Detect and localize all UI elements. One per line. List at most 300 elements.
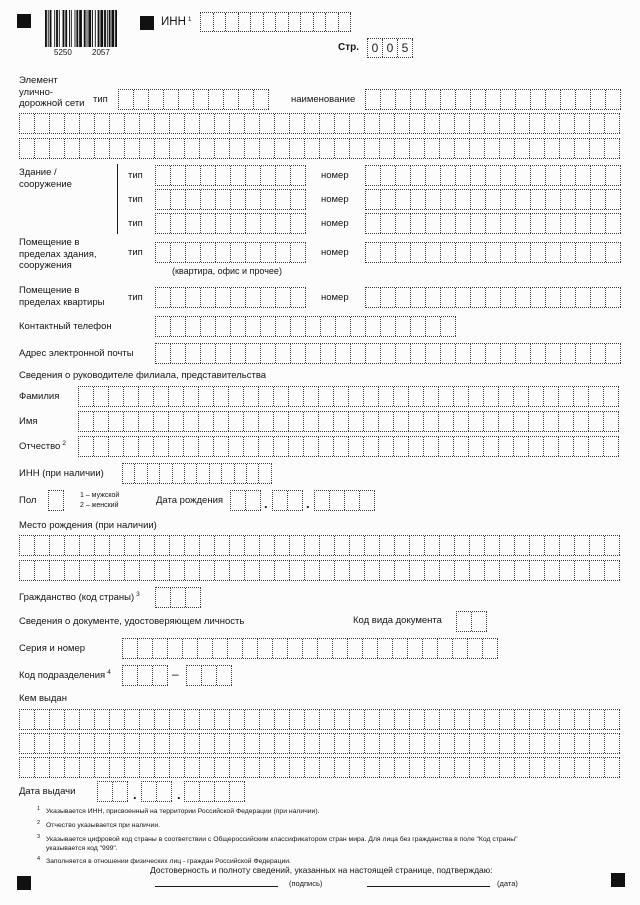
char-cell[interactable]: [201, 317, 216, 336]
char-cell[interactable]: [201, 214, 216, 233]
char-cell[interactable]: [424, 387, 439, 406]
char-cell[interactable]: [379, 387, 394, 406]
char-cell[interactable]: [185, 464, 197, 483]
char-cell[interactable]: [276, 317, 291, 336]
char-cell[interactable]: [231, 214, 246, 233]
char-cell[interactable]: [455, 536, 470, 555]
char-cell[interactable]: [50, 734, 65, 753]
char-cell[interactable]: [604, 387, 619, 406]
char-cell[interactable]: [349, 387, 364, 406]
char-cell[interactable]: [515, 114, 530, 133]
char-cell[interactable]: [440, 710, 455, 729]
char-cell[interactable]: [486, 243, 501, 262]
char-cell[interactable]: [213, 639, 228, 658]
char-cell[interactable]: [304, 437, 319, 456]
char-cell[interactable]: [260, 536, 275, 555]
char-cell[interactable]: [560, 734, 575, 753]
char-cell[interactable]: [186, 317, 201, 336]
char-cell[interactable]: [409, 412, 424, 431]
char-cell[interactable]: [201, 344, 216, 363]
char-cell[interactable]: [559, 412, 574, 431]
char-cell[interactable]: [274, 412, 289, 431]
char-cell[interactable]: [410, 114, 425, 133]
char-cell[interactable]: [245, 758, 260, 777]
char-cell[interactable]: [515, 734, 530, 753]
char-cell[interactable]: [305, 758, 320, 777]
char-cell[interactable]: [544, 412, 559, 431]
char-cell[interactable]: [486, 166, 501, 185]
char-cell[interactable]: [260, 710, 275, 729]
premises-building-type-field[interactable]: [155, 242, 306, 263]
char-cell[interactable]: [365, 758, 380, 777]
char-cell[interactable]: [276, 344, 291, 363]
char-cell[interactable]: [516, 166, 531, 185]
char-cell[interactable]: [514, 412, 529, 431]
char-cell[interactable]: [156, 166, 171, 185]
char-cell[interactable]: [336, 317, 351, 336]
char-cell[interactable]: [379, 412, 394, 431]
char-cell[interactable]: [186, 344, 201, 363]
char-cell[interactable]: [441, 243, 456, 262]
char-cell[interactable]: [591, 166, 606, 185]
char-cell[interactable]: [214, 13, 227, 31]
char-cell[interactable]: [426, 288, 441, 307]
char-cell[interactable]: [394, 412, 409, 431]
char-cell[interactable]: [441, 288, 456, 307]
char-cell[interactable]: [576, 190, 591, 209]
char-cell[interactable]: [320, 139, 335, 158]
char-cell[interactable]: [381, 317, 396, 336]
birth-date-year-field[interactable]: [314, 490, 375, 511]
char-cell[interactable]: [530, 114, 545, 133]
char-cell[interactable]: [291, 190, 306, 209]
char-cell[interactable]: [484, 437, 499, 456]
char-cell[interactable]: [515, 561, 530, 580]
char-cell[interactable]: [50, 758, 65, 777]
char-cell[interactable]: [351, 344, 366, 363]
char-cell[interactable]: [80, 536, 95, 555]
char-cell[interactable]: [320, 734, 335, 753]
char-cell[interactable]: [560, 114, 575, 133]
char-cell[interactable]: [606, 190, 621, 209]
char-cell[interactable]: [50, 139, 65, 158]
char-cell[interactable]: [335, 139, 350, 158]
char-cell[interactable]: [546, 190, 561, 209]
char-cell[interactable]: [171, 317, 186, 336]
char-cell[interactable]: [514, 387, 529, 406]
char-cell[interactable]: [185, 710, 200, 729]
char-cell[interactable]: [245, 536, 260, 555]
char-cell[interactable]: [124, 412, 139, 431]
char-cell[interactable]: [516, 90, 531, 109]
char-cell[interactable]: [245, 139, 260, 158]
char-cell[interactable]: [530, 561, 545, 580]
email-field[interactable]: [155, 343, 621, 364]
char-cell[interactable]: [123, 464, 135, 483]
char-cell[interactable]: [393, 639, 408, 658]
division-code-part1-field[interactable]: [122, 665, 168, 686]
char-cell[interactable]: [501, 166, 516, 185]
char-cell[interactable]: [65, 139, 80, 158]
char-cell[interactable]: [155, 734, 170, 753]
char-cell[interactable]: [378, 639, 393, 658]
char-cell[interactable]: [304, 387, 319, 406]
char-cell[interactable]: [530, 734, 545, 753]
char-cell[interactable]: [394, 387, 409, 406]
char-cell[interactable]: [560, 139, 575, 158]
char-cell[interactable]: [515, 758, 530, 777]
char-cell[interactable]: [65, 114, 80, 133]
char-cell[interactable]: [426, 90, 441, 109]
char-cell[interactable]: [209, 90, 224, 109]
char-cell[interactable]: [485, 536, 500, 555]
char-cell[interactable]: [501, 288, 516, 307]
char-cell[interactable]: [35, 758, 50, 777]
head-surname-field[interactable]: [78, 386, 619, 407]
char-cell[interactable]: [546, 90, 561, 109]
char-cell[interactable]: [289, 13, 302, 31]
char-cell[interactable]: [500, 114, 515, 133]
char-cell[interactable]: [380, 561, 395, 580]
char-cell[interactable]: [244, 437, 259, 456]
char-cell[interactable]: [591, 190, 606, 209]
char-cell[interactable]: [395, 561, 410, 580]
char-cell[interactable]: [483, 639, 498, 658]
char-cell[interactable]: [215, 734, 230, 753]
char-cell[interactable]: [216, 190, 231, 209]
char-cell[interactable]: [471, 344, 486, 363]
char-cell[interactable]: [531, 214, 546, 233]
char-cell[interactable]: [334, 387, 349, 406]
char-cell[interactable]: [110, 114, 125, 133]
char-cell[interactable]: [350, 114, 365, 133]
char-cell[interactable]: [258, 639, 273, 658]
char-cell[interactable]: [95, 734, 110, 753]
char-cell[interactable]: [305, 710, 320, 729]
char-cell[interactable]: [381, 190, 396, 209]
char-cell[interactable]: [109, 437, 124, 456]
char-cell[interactable]: [456, 344, 471, 363]
char-cell[interactable]: [140, 734, 155, 753]
char-cell[interactable]: [351, 317, 366, 336]
char-cell[interactable]: [156, 190, 171, 209]
char-cell[interactable]: [239, 13, 252, 31]
char-cell[interactable]: [156, 288, 171, 307]
char-cell[interactable]: [530, 536, 545, 555]
char-cell[interactable]: [260, 734, 275, 753]
char-cell[interactable]: [516, 190, 531, 209]
char-cell[interactable]: [366, 214, 381, 233]
char-cell[interactable]: [441, 344, 456, 363]
char-cell[interactable]: [395, 114, 410, 133]
char-cell[interactable]: [303, 639, 318, 658]
char-cell[interactable]: [606, 243, 621, 262]
char-cell[interactable]: [226, 13, 239, 31]
char-cell[interactable]: [245, 114, 260, 133]
char-cell[interactable]: [366, 243, 381, 262]
char-cell[interactable]: [80, 734, 95, 753]
char-cell[interactable]: [530, 758, 545, 777]
char-cell[interactable]: [591, 243, 606, 262]
char-cell[interactable]: [314, 13, 327, 31]
char-cell[interactable]: [215, 561, 230, 580]
char-cell[interactable]: [35, 710, 50, 729]
char-cell[interactable]: [350, 758, 365, 777]
char-cell[interactable]: [199, 412, 214, 431]
char-cell[interactable]: [560, 536, 575, 555]
char-cell[interactable]: [79, 387, 94, 406]
char-cell[interactable]: [274, 387, 289, 406]
char-cell[interactable]: [409, 387, 424, 406]
char-cell[interactable]: [348, 639, 363, 658]
char-cell[interactable]: [396, 243, 411, 262]
char-cell[interactable]: [259, 412, 274, 431]
building-number-field-1[interactable]: [365, 165, 621, 186]
char-cell[interactable]: [455, 561, 470, 580]
char-cell[interactable]: [153, 639, 168, 658]
char-cell[interactable]: [20, 139, 35, 158]
char-cell[interactable]: [500, 561, 515, 580]
char-cell[interactable]: [575, 114, 590, 133]
char-cell[interactable]: [110, 561, 125, 580]
char-cell[interactable]: [408, 639, 423, 658]
char-cell[interactable]: [319, 387, 334, 406]
char-cell[interactable]: [171, 190, 186, 209]
char-cell[interactable]: [320, 114, 335, 133]
char-cell[interactable]: [529, 412, 544, 431]
char-cell[interactable]: [246, 190, 261, 209]
char-cell[interactable]: [381, 214, 396, 233]
char-cell[interactable]: [574, 412, 589, 431]
char-cell[interactable]: [306, 317, 321, 336]
char-cell[interactable]: [605, 710, 620, 729]
char-cell[interactable]: [156, 344, 171, 363]
char-cell[interactable]: [365, 734, 380, 753]
premises-apartment-number-field[interactable]: [365, 287, 621, 308]
char-cell[interactable]: [157, 782, 172, 801]
char-cell[interactable]: [198, 639, 213, 658]
char-cell[interactable]: [605, 561, 620, 580]
char-cell[interactable]: [440, 734, 455, 753]
char-cell[interactable]: [79, 437, 94, 456]
char-cell[interactable]: [605, 758, 620, 777]
char-cell[interactable]: [426, 243, 441, 262]
char-cell[interactable]: [95, 114, 110, 133]
char-cell[interactable]: [153, 666, 168, 685]
char-cell[interactable]: [95, 561, 110, 580]
char-cell[interactable]: [261, 344, 276, 363]
char-cell[interactable]: [396, 166, 411, 185]
char-cell[interactable]: [170, 114, 185, 133]
char-cell[interactable]: [80, 114, 95, 133]
char-cell[interactable]: [516, 344, 531, 363]
char-cell[interactable]: [138, 666, 153, 685]
char-cell[interactable]: [139, 437, 154, 456]
char-cell[interactable]: [229, 412, 244, 431]
doc-type-code-field[interactable]: [456, 611, 487, 632]
char-cell[interactable]: [156, 243, 171, 262]
char-cell[interactable]: [456, 214, 471, 233]
issue-date-day-field[interactable]: [97, 781, 128, 802]
char-cell[interactable]: [531, 344, 546, 363]
char-cell[interactable]: [214, 387, 229, 406]
char-cell[interactable]: [171, 288, 186, 307]
series-number-field[interactable]: [122, 638, 498, 659]
char-cell[interactable]: [456, 90, 471, 109]
char-cell[interactable]: [484, 412, 499, 431]
char-cell[interactable]: [575, 139, 590, 158]
char-cell[interactable]: [441, 190, 456, 209]
char-cell[interactable]: [485, 139, 500, 158]
char-cell[interactable]: [171, 166, 186, 185]
char-cell[interactable]: [139, 387, 154, 406]
char-cell[interactable]: [501, 243, 516, 262]
char-cell[interactable]: [501, 90, 516, 109]
char-cell[interactable]: [545, 561, 560, 580]
char-cell[interactable]: [424, 412, 439, 431]
char-cell[interactable]: [134, 90, 149, 109]
char-cell[interactable]: [411, 90, 426, 109]
char-cell[interactable]: [259, 437, 274, 456]
char-cell[interactable]: [259, 387, 274, 406]
char-cell[interactable]: [426, 317, 441, 336]
char-cell[interactable]: [50, 561, 65, 580]
char-cell[interactable]: [170, 139, 185, 158]
char-cell[interactable]: [199, 437, 214, 456]
char-cell[interactable]: [438, 639, 453, 658]
char-cell[interactable]: [98, 782, 113, 801]
char-cell[interactable]: [514, 437, 529, 456]
char-cell[interactable]: [155, 561, 170, 580]
char-cell[interactable]: [290, 139, 305, 158]
char-cell[interactable]: [119, 90, 134, 109]
char-cell[interactable]: [364, 387, 379, 406]
char-cell[interactable]: [155, 114, 170, 133]
char-cell[interactable]: [319, 412, 334, 431]
char-cell[interactable]: [440, 758, 455, 777]
char-cell[interactable]: [320, 561, 335, 580]
char-cell[interactable]: [396, 190, 411, 209]
char-cell[interactable]: [410, 536, 425, 555]
char-cell[interactable]: [590, 561, 605, 580]
char-cell[interactable]: [275, 561, 290, 580]
char-cell[interactable]: [440, 536, 455, 555]
char-cell[interactable]: [425, 710, 440, 729]
char-cell[interactable]: [440, 114, 455, 133]
char-cell[interactable]: [246, 317, 261, 336]
char-cell[interactable]: [560, 561, 575, 580]
header-inn-field[interactable]: [200, 12, 351, 32]
char-cell[interactable]: [545, 758, 560, 777]
char-cell[interactable]: [216, 288, 231, 307]
char-cell[interactable]: [186, 214, 201, 233]
char-cell[interactable]: [156, 214, 171, 233]
char-cell[interactable]: [499, 387, 514, 406]
char-cell[interactable]: [261, 190, 276, 209]
char-cell[interactable]: [95, 758, 110, 777]
premises-apartment-type-field[interactable]: [155, 287, 306, 308]
char-cell[interactable]: [276, 190, 291, 209]
char-cell[interactable]: [320, 758, 335, 777]
char-cell[interactable]: [276, 13, 289, 31]
char-cell[interactable]: [575, 536, 590, 555]
char-cell[interactable]: [274, 437, 289, 456]
char-cell[interactable]: [454, 412, 469, 431]
char-cell[interactable]: [363, 639, 378, 658]
char-cell[interactable]: [335, 114, 350, 133]
char-cell[interactable]: [395, 734, 410, 753]
char-cell[interactable]: [440, 139, 455, 158]
char-cell[interactable]: [140, 758, 155, 777]
char-cell[interactable]: [289, 412, 304, 431]
issue-date-month-field[interactable]: [141, 781, 172, 802]
char-cell[interactable]: [217, 666, 232, 685]
char-cell[interactable]: [335, 710, 350, 729]
issued-by-row-1[interactable]: [19, 709, 620, 730]
char-cell[interactable]: [576, 243, 591, 262]
char-cell[interactable]: [94, 437, 109, 456]
char-cell[interactable]: [335, 536, 350, 555]
char-cell[interactable]: [184, 387, 199, 406]
char-cell[interactable]: [65, 734, 80, 753]
char-cell[interactable]: [561, 243, 576, 262]
char-cell[interactable]: [275, 139, 290, 158]
char-cell[interactable]: [231, 344, 246, 363]
char-cell[interactable]: [273, 639, 288, 658]
char-cell[interactable]: [456, 288, 471, 307]
char-cell[interactable]: [186, 243, 201, 262]
char-cell[interactable]: [499, 437, 514, 456]
char-cell[interactable]: [501, 190, 516, 209]
char-cell[interactable]: [276, 214, 291, 233]
char-cell[interactable]: [230, 734, 245, 753]
char-cell[interactable]: [231, 317, 246, 336]
char-cell[interactable]: [486, 288, 501, 307]
char-cell[interactable]: [201, 190, 216, 209]
contact-phone-field[interactable]: [155, 316, 456, 337]
char-cell[interactable]: [194, 90, 209, 109]
char-cell[interactable]: [561, 288, 576, 307]
char-cell[interactable]: [230, 114, 245, 133]
char-cell[interactable]: [345, 491, 360, 510]
char-cell[interactable]: [410, 139, 425, 158]
char-cell[interactable]: [516, 214, 531, 233]
birth-date-month-field[interactable]: [272, 490, 303, 511]
char-cell[interactable]: [235, 464, 247, 483]
char-cell[interactable]: [360, 491, 375, 510]
char-cell[interactable]: [486, 214, 501, 233]
char-cell[interactable]: [243, 639, 258, 658]
char-cell[interactable]: [228, 639, 243, 658]
char-cell[interactable]: [199, 387, 214, 406]
char-cell[interactable]: [155, 139, 170, 158]
char-cell[interactable]: [140, 710, 155, 729]
char-cell[interactable]: [139, 412, 154, 431]
char-cell[interactable]: [216, 344, 231, 363]
char-cell[interactable]: [214, 412, 229, 431]
char-cell[interactable]: [366, 166, 381, 185]
char-cell[interactable]: [439, 412, 454, 431]
char-cell[interactable]: [411, 344, 426, 363]
char-cell[interactable]: [500, 758, 515, 777]
char-cell[interactable]: [453, 639, 468, 658]
char-cell[interactable]: [395, 710, 410, 729]
char-cell[interactable]: [425, 114, 440, 133]
char-cell[interactable]: [381, 166, 396, 185]
char-cell[interactable]: [65, 561, 80, 580]
char-cell[interactable]: [185, 734, 200, 753]
char-cell[interactable]: [339, 13, 352, 31]
